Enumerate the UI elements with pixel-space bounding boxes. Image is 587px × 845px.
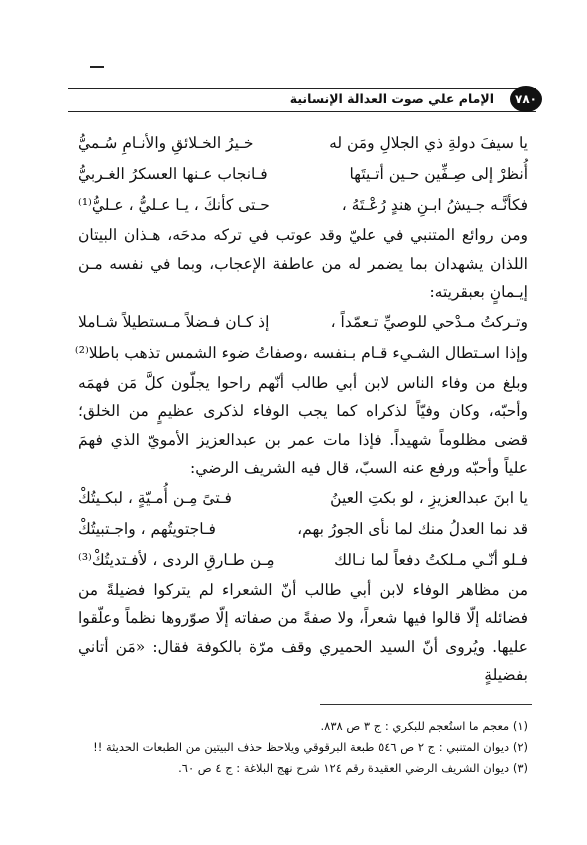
verse-right-hemistich: يا ابنَ عبدالعزيزِ ، لو بكتِ العينُ — [330, 488, 528, 507]
verse-right-hemistich: وتـركتُ مـدْحي للوصيِّ تـعمّداً ، — [330, 312, 528, 331]
paragraph-2: وبلغ من وفاء الناس لابن أبي طالب أنّهم راحوا يجلّون كلَّ مَن فهمَه وأحبّه، وكان وفيّاً لذكراه كما يجب الوفاء لذكرى عظيمٍ من الخلق؛ قضى مظلوماً شهيداً. فإذا مات عمر بن عبدالعزيز الأمويّ الذي فهمَ علياً وأحبّه ورفع عنه السبّ، قال فيه الشريف الرضي: — [78, 373, 528, 477]
verse-block-1 — [78, 128, 528, 221]
paragraph-3: من مظاهر الوفاء لابن أبي طالب أنّ الشعراء لم يتركوا فضيلةً من فضائله إلّا قالوا فيها شعراً، ولا صفةً من صفاته إلّا صوّروها نظماً وعلّقوا عليها. ويُروى أنّ السيد الحميري وقف مرّة بالكوفة فقال: «مَن أتاني بفضيلةٍ — [78, 580, 528, 684]
verse-right-hemistich: فكأنَّـه جـيشُ ابـنِ هندٍ رُعْـتَهُ ، — [341, 196, 528, 214]
verse-left-hemistich: إذ كـان فـضلاً مـستطيلاً شـاملا — [78, 312, 270, 331]
footnote-3: (٣) ديوان الشريف الرضي العقيدة رقم ١٢٤ شرح نهج البلاغة : ج ٤ ص ٦٠. — [178, 761, 528, 775]
verse-line — [78, 190, 528, 221]
page-header — [68, 88, 536, 112]
page-body — [74, 128, 528, 690]
verse-line — [78, 545, 528, 576]
verse-left-hemistich: مِـن طـارقِ الردى ، لأفـتديتُكْ⁽³⁾ — [78, 550, 275, 569]
verse-block-3 — [78, 483, 528, 576]
verse-left-hemistich: فـتىً مِـن أُمـيّةٍ ، لبكـيتُكْ — [78, 488, 232, 507]
verse-left-hemistich: فـاجتويتُهم ، واجـتبيتُكْ — [78, 519, 216, 538]
footnotes — [60, 716, 528, 779]
verse-left-hemistich: حـتى كأنكَ ، يـا عـليُّ ، عـليُّ⁽¹⁾ — [78, 196, 270, 214]
paragraph-1: ومن روائع المتنبي في عليّ وقد عوتب في تركه مدحَه، هـذان البيتان اللذان يشهدان بما يضمر له من عاطفة الإعجاب، وبما في نفسه مـن إيـمانٍ بعبقريته: — [78, 226, 528, 301]
verse-left-hemistich: وصفاتُ ضوء الشمس تذهب باطلا⁽²⁾ — [74, 343, 303, 362]
verse-left-hemistich: خـيرُ الخـلائقِ والأنـامِ سُـميُّ — [78, 134, 254, 152]
footnote-1: (١) معجم ما استُعجم للبكري : ج ٣ ص ٨٣٨. — [320, 719, 528, 733]
running-title: الإمام علي صوت العدالة الإنسانية — [289, 91, 494, 106]
verse-right-hemistich: قد نما العدلُ منك لما نأى الجورُ بهم، — [297, 519, 528, 538]
verse-right-hemistich: فـلو أنّـي مـلكتُ دفعاً لما نـالك — [334, 550, 528, 569]
verse-right-hemistich: يا سيفَ دولةِ ذي الجلالِ ومَن له — [329, 134, 528, 152]
verse-line — [78, 307, 528, 338]
verse-block-2 — [74, 307, 528, 369]
page-number-badge: ٧٨٠ — [510, 86, 542, 112]
verse-line — [78, 514, 528, 545]
verse-line — [78, 483, 528, 514]
verse-right-hemistich: وإذا اسـتطال الشـيء قـام بـنفسه ، — [302, 343, 528, 362]
footnote-2: (٢) ديوان المتنبي : ج ٢ ص ٥٤٦ طبعة البرقوقي ويلاحظ حذف البيتين من الطبعات الحديثة !! — [93, 740, 528, 754]
verse-right-hemistich: أُنظرْ إلى صِـفِّين حـين أتـيتَها — [349, 165, 528, 183]
verse-line — [78, 159, 528, 190]
verse-line — [74, 338, 528, 369]
verse-left-hemistich: فـانجاب عـنها العسكرُ الغـربيُّ — [78, 165, 268, 183]
verse-line — [78, 128, 528, 159]
footnote-divider — [320, 704, 532, 705]
top-dash-mark — [90, 66, 104, 68]
